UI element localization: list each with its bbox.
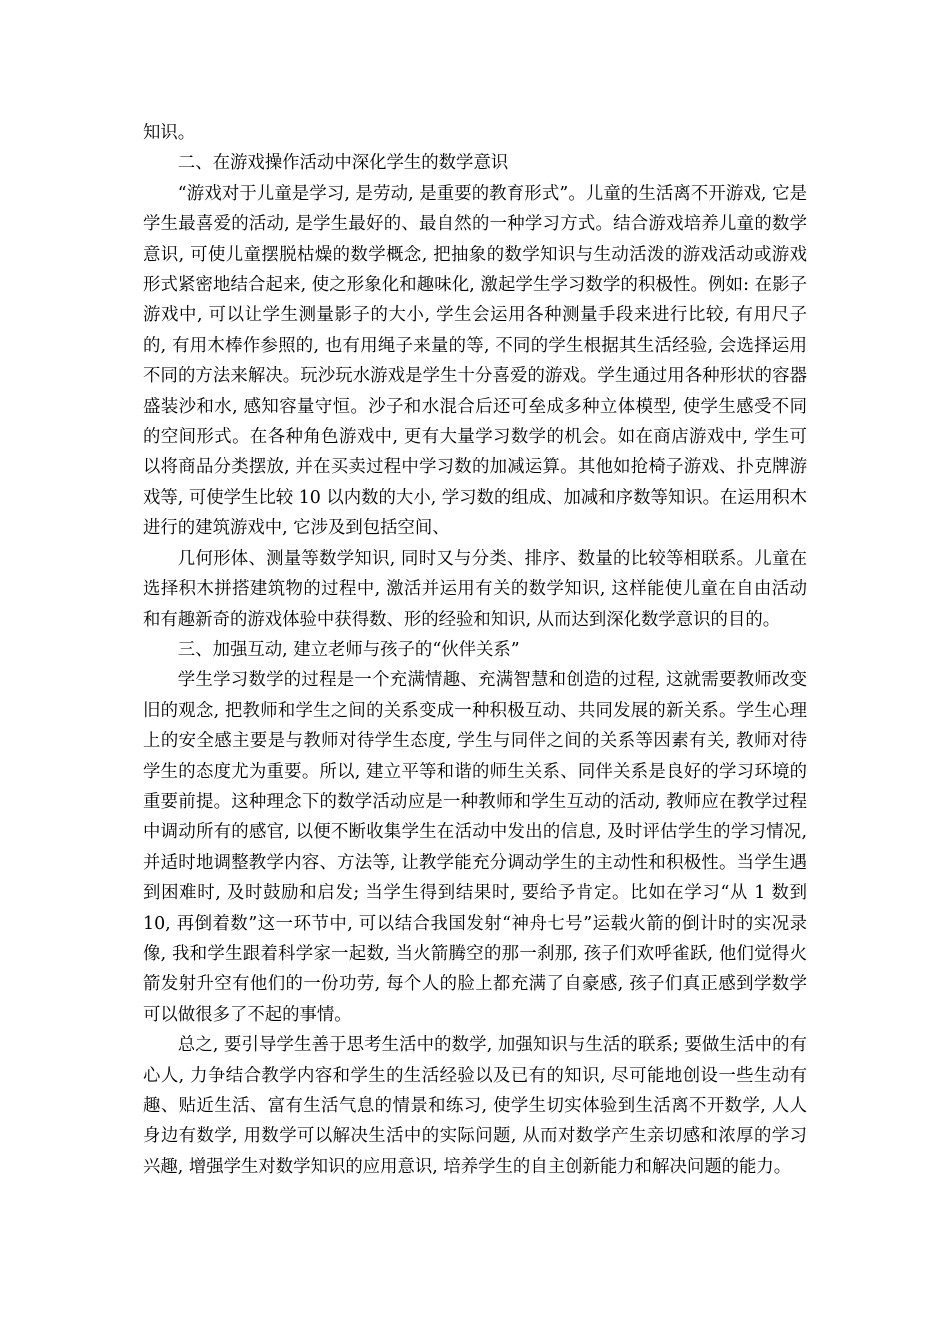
paragraph-conclusion: 总之, 要引导学生善于思考生活中的数学, 加强知识与生活的联系; 要做生活中的有心人, 力争结合教学内容和学生的生活经验以及已有的知识, 尽可能地创设一些生动有趣、贴近生活、富有生活气息的情景和练习, 使学生切实体验到生活离不开数学, 人人身边有数学, 用数学可以解决生活中的实际问题, 从而对数学产生亲切感和浓厚的学习兴趣, 增强学生对数学知识的应用意识, 培养学生的自主创新能力和解决问题的能力。 xyxy=(143,1035,807,1177)
section-heading-three: 三、加强互动, 建立老师与孩子的“伙伴关系” xyxy=(177,639,520,660)
document-page xyxy=(143,118,807,1182)
paragraph-interaction: 学生学习数学的过程是一个充满情趣、充满智慧和创造的过程, 这就需要教师改变旧的观念, 把教师和学生之间的关系变成一种积极互动、共同发展的新关系。学生心理上的安全感主要是与教师对待学生态度, 学生与同伴之间的关系等因素有关, 教师对待学生的态度尤为重要。所以, 建立平等和谐的师生关系、同伴关系是良好的学习环境的重要前提。这种理念下的数学活动应是一种教师和学生互动的活动, 教师应在教学过程中调动所有的感官, 以便不断收集学生在活动中发出的信息, 及时评估学生的学习情况, 并适时地调整教学内容、方法等, 让教学能充分调动学生的主动性和积极性。当学生遇到困难时, 及时鼓励和启发; 当学生得到结果时, 要给予肯定。比如在学习“从 1 数到 10, 再倒着数”这一环节中, 可以结合我国发射“神舟七号”运载火箭的倒计时的实况录像, 我和学生跟着科学家一起数, 当火箭腾空的那一刹那, 孩子们欢呼雀跃, 他们觉得火箭发射升空有他们的一份功劳, 每个人的脸上都充满了自豪感, 孩子们真正感到学数学可以做很多了不起的事情。 xyxy=(143,670,807,1025)
paragraph-building-blocks: 几何形体、测量等数学知识, 同时又与分类、排序、数量的比较等相联系。儿童在选择积木拼搭建筑物的过程中, 激活并运用有关的数学知识, 这样能使儿童在自由活动和有趣新奇的游戏体验中获得数、形的经验和知识, 从而达到深化数学意识的目的。 xyxy=(143,548,807,630)
section-heading-two: 二、在游戏操作活动中深化学生的数学意识 xyxy=(177,153,509,174)
paragraph-game-intro: “游戏对于儿童是学习, 是劳动, 是重要的教育形式”。儿童的生活离不开游戏, 它是学生最喜爱的活动, 是学生最好的、最自然的一种学习方式。结合游戏培养儿童的数学意识, 可使儿童摆脱枯燥的数学概念, 把抽象的数学知识与生动活泼的游戏活动或游戏形式紧密地结合起来, 使之形象化和趣味化, 激起学生学习数学的积极性。例如: 在影子游戏中, 可以让学生测量影子的大小, 学生会运用各种测量手段来进行比较, 有用尺子的, 有用木棒作参照的, 也有用绳子来量的等, 不同的学生根据其生活经验, 会选择运用不同的方法来解决。玩沙玩水游戏是学生十分喜爱的游戏。学生通过用各种形状的容器盛装沙和水, 感知容量守恒。沙子和水混合后还可垒成多种立体模型, 使学生感受不同的空间形式。在各种角色游戏中, 更有大量学习数学的机会。如在商店游戏中, 学生可以将商品分类摆放, 并在买卖过程中学习数的加减运算。其他如抢椅子游戏、扑克牌游戏等, 可使学生比较 10 以内数的大小, 学习数的组成、加减和序数等知识。在运用积木进行的建筑游戏中, 它涉及到包括空间、 xyxy=(143,183,807,539)
paragraph-continuation: 知识。 xyxy=(143,123,196,143)
